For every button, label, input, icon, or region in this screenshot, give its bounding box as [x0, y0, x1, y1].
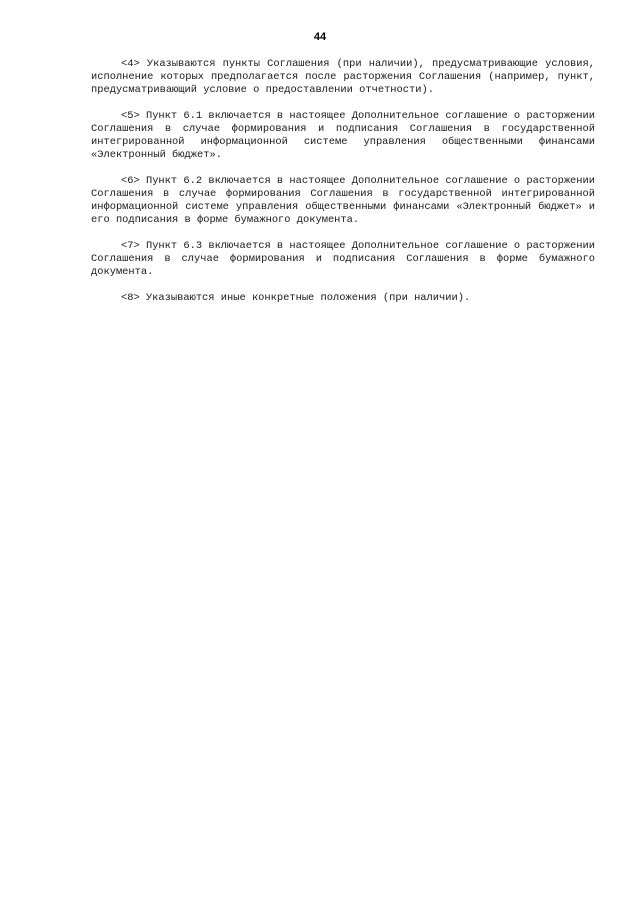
footnote-7: <7> Пункт 6.3 включается в настоящее Дополнительное соглашение о расторжении Соглашения в случае формирования и подписания Соглашения в форме бумажного документа. [91, 240, 595, 278]
page-number: 44 [313, 31, 327, 43]
footnote-8: <8> Указываются иные конкретные положения (при наличии). [121, 292, 471, 304]
footnote-4: <4> Указываются пункты Соглашения (при наличии), предусматривающие условия, исполнение которых предполагается после расторжения Соглашения (например, пункт, предусматривающий условие о предоставлении отчетности). [91, 58, 595, 96]
footnote-5: <5> Пункт 6.1 включается в настоящее Дополнительное соглашение о расторжении Соглашения в случае формирования и подписания Соглашения в государственной интегрированной информационной системе управления общественными финансами «Электронный бюджет». [91, 110, 595, 161]
footnotes-list [91, 58, 595, 318]
footnote-6: <6> Пункт 6.2 включается в настоящее Дополнительное соглашение о расторжении Соглашения в случае формирования Соглашения в государственной интегрированной информационной системе управления общественными финансами «Электронный бюджет» и его подписания в форме бумажного документа. [91, 175, 595, 226]
